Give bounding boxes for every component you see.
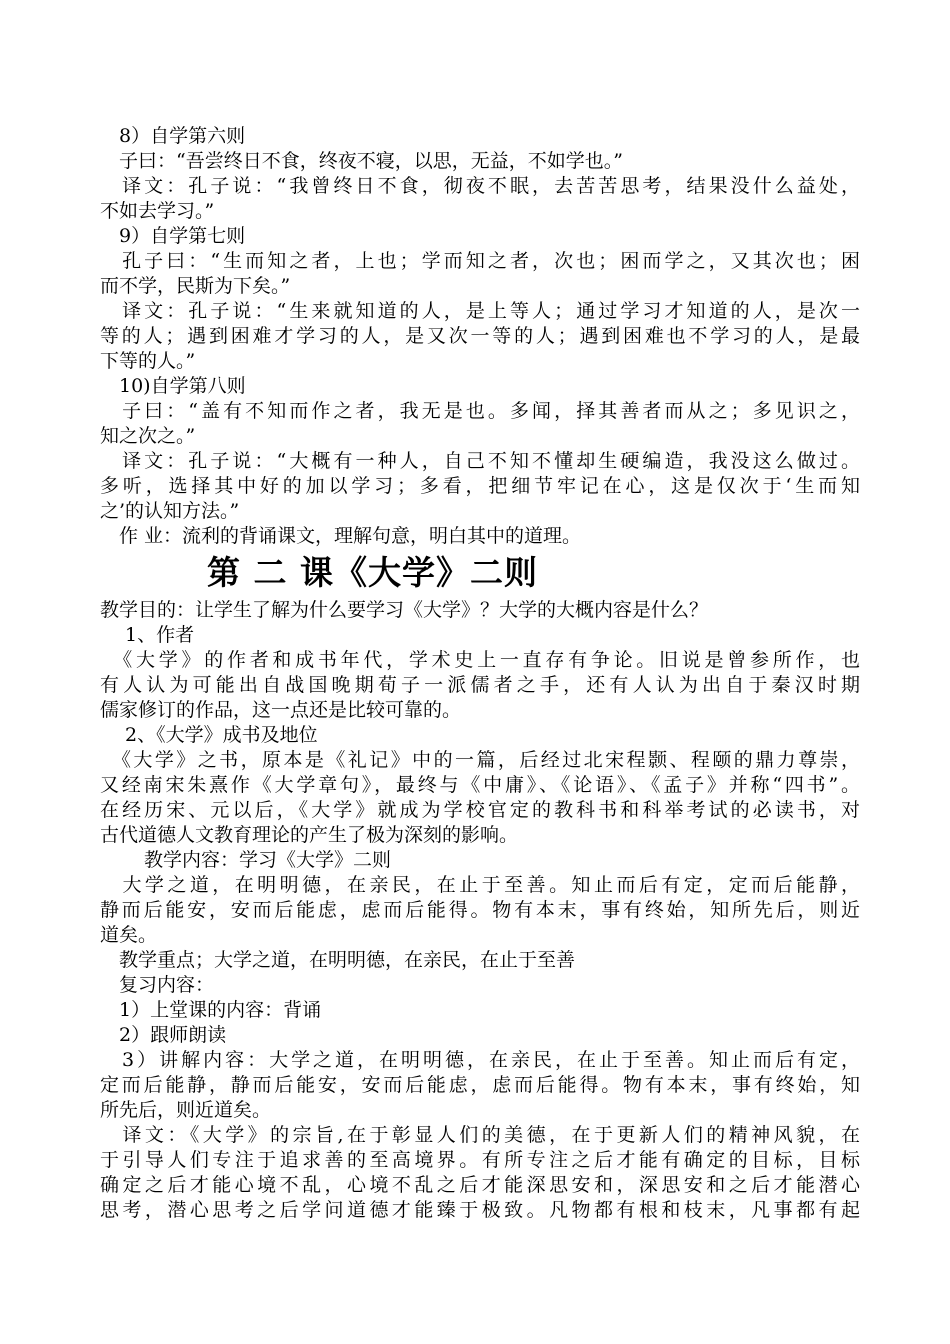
section-title: 2、《大学》成书及地位 — [100, 724, 318, 746]
translation-line: 译文：孔子说：“生来就知道的人，是上等人；通过学习才知道的人，是次一 — [100, 300, 860, 322]
translation-line: 之’的认知方法。” — [100, 500, 240, 522]
quote-line: 孔子曰：“生而知之者，上也；学而知之者，次也；困而学之，又其次也；困 — [100, 250, 860, 272]
homework-line: 作 业：流利的背诵课文，理解句意，明白其中的道理。 — [100, 525, 582, 547]
paragraph-line: 在经历宋、元以后，《大学》就成为学校官定的教科书和科举考试的必读书，对 — [100, 799, 860, 821]
paragraph-line: 有人认为可能出自战国晚期荀子一派儒者之手，还有人认为出自于秦汉时期 — [100, 674, 860, 696]
quote-line: 而不学，民斯为下矣。” — [100, 275, 291, 297]
review-item: 1）上堂课的内容：背诵 — [100, 999, 322, 1021]
translation-line: 于引导人们专注于追求善的至高境界。有所专注之后才能有确定的目标，目标 — [100, 1149, 860, 1171]
lesson-heading: 第 二 课《大学》二则 — [207, 553, 538, 592]
quote-line: 子曰：“盖有不知而作之者，我无是也。多闻，择其善者而从之；多见识之， — [100, 400, 860, 422]
teaching-content-title: 教学内容：学习《大学》二则 — [100, 849, 392, 871]
paragraph-line: 又经南宋朱熹作《大学章句》，最终与《中庸》、《论语》、《孟子》并称“四书”。 — [100, 774, 860, 796]
translation-line: 多听，选择其中好的加以学习；多看，把细节牢记在心，这是仅次于‘生而知 — [100, 475, 860, 497]
teaching-focus: 教学重点；大学之道，在明明德，在亲民，在止于至善 — [100, 949, 576, 971]
lesson-item-title: 10)自学第八则 — [100, 375, 246, 397]
paragraph-line: 《大学》的作者和成书年代，学术史上一直存有争论。旧说是曾参所作，也 — [100, 649, 860, 671]
quote-line: 知之次之。” — [100, 425, 196, 447]
paragraph-line: 《大学》之书，原本是《礼记》中的一篇，后经过北宋程颢、程颐的鼎力尊崇， — [100, 749, 860, 771]
translation-line: 译文：孔子说：“大概有一种人，自己不知不懂却生硬编造，我没这么做过。 — [100, 450, 860, 472]
paragraph-line: 定而后能静，静而后能安，安而后能虑，虑而后能得。物有本末，事有终始，知 — [100, 1074, 860, 1096]
translation-line: 下等的人。” — [100, 350, 196, 372]
paragraph-line: 大学之道，在明明德，在亲民，在止于至善。知止而后有定，定而后能静， — [100, 874, 860, 896]
paragraph-line: 儒家修订的作品，这一点还是比较可靠的。 — [100, 699, 462, 721]
lesson-item-title: 8）自学第六则 — [100, 125, 246, 147]
quote-line: 子曰：“吾尝终日不食，终夜不寝，以思，无益，不如学也。” — [100, 150, 623, 172]
translation-line: 思考，潜心思考之后学问道德才能臻于极致。凡物都有根和枝末，凡事都有起 — [100, 1199, 860, 1221]
review-item: 3）讲解内容：大学之道，在明明德，在亲民，在止于至善。知止而后有定， — [100, 1049, 860, 1071]
translation-line: 不如去学习。” — [100, 200, 215, 222]
paragraph-line: 静而后能安，安而后能虑，虑而后能得。物有本末，事有终始，知所先后，则近 — [100, 899, 860, 921]
translation-line: 确定之后才能心境不乱，心境不乱之后才能深思安和，深思安和之后才能潜心 — [100, 1174, 860, 1196]
lesson-item-title: 9）自学第七则 — [100, 225, 246, 247]
paragraph-line: 道矣。 — [100, 924, 158, 946]
review-title: 复习内容： — [100, 974, 215, 996]
review-item: 2）跟师朗读 — [100, 1024, 227, 1046]
teaching-goal: 教学目的：让学生了解为什么要学习《大学》？大学的大概内容是什么？ — [100, 599, 709, 621]
section-title: 1、作者 — [100, 624, 195, 646]
translation-line: 译文：孔子说：“我曾终日不食，彻夜不眠，去苦苦思考，结果没什么益处， — [100, 175, 860, 197]
paragraph-line: 所先后，则近道矣。 — [100, 1099, 272, 1121]
translation-line: 译文：《大学》的宗旨,在于彰显人们的美德，在于更新人们的精神风貌，在 — [100, 1124, 860, 1146]
paragraph-line: 古代道德人文教育理论的产生了极为深刻的影响。 — [100, 824, 519, 846]
translation-line: 等的人；遇到困难才学习的人，是又次一等的人；遇到困难也不学习的人，是最 — [100, 325, 860, 347]
